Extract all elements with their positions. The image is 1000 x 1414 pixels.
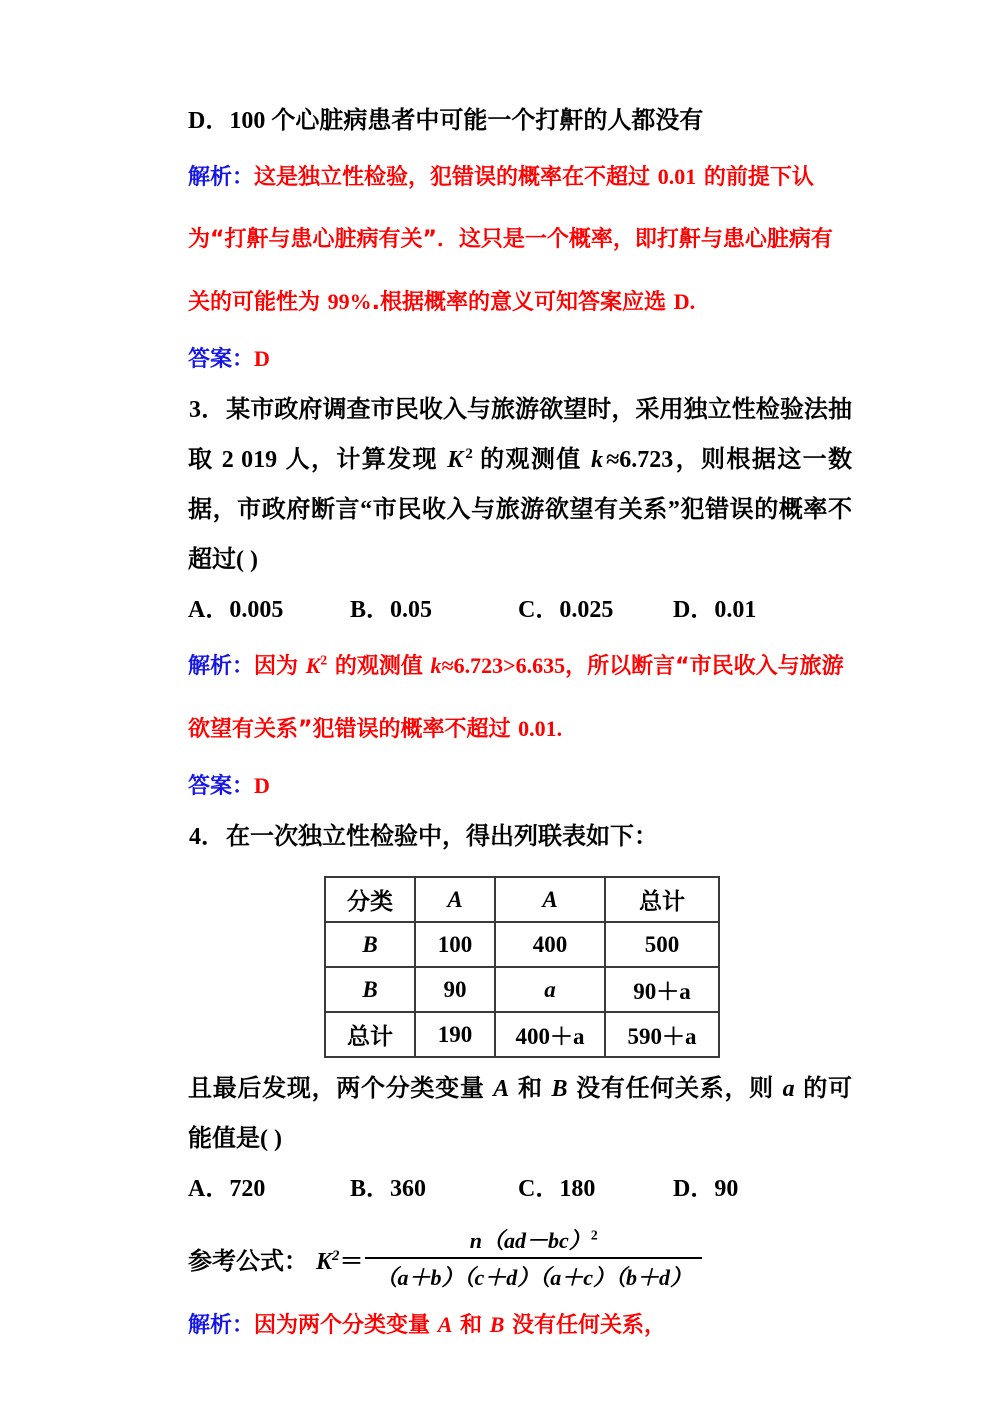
option-d-text: D．100 个心脏病患者中可能一个打鼾的人都没有	[188, 108, 704, 134]
explanation-label: 解析：	[188, 165, 255, 190]
question-4-stem	[152, 812, 852, 862]
explanation-number-3: D.	[673, 289, 696, 314]
table-header-total: 总计	[605, 877, 719, 922]
explanation-symbol-k: k	[430, 653, 442, 678]
table-cell: 400＋a	[495, 1012, 605, 1057]
question-3-explanation	[152, 635, 852, 761]
explanation-text-3: .根据概率的意义可知答案应选	[371, 290, 674, 315]
question-3	[152, 385, 852, 585]
contingency-table-wrapper	[152, 876, 852, 1058]
table-row	[325, 967, 719, 1012]
question-3-sample-size: 2 019	[221, 447, 278, 473]
table-header-row	[325, 877, 719, 922]
explanation-symbol-B: B	[489, 1312, 505, 1337]
formula-label: 参考公式：	[188, 1248, 308, 1275]
explanation-text-2: 和	[452, 1313, 490, 1338]
explanation-text-2: 的前提下认为“打鼾与患心脏病有关”．这只是一个概率，即打鼾与患心脏病有关的可能性为	[188, 165, 833, 315]
question-4-stem-text: 在一次独立性检验中，得出列联表如下：	[226, 824, 658, 850]
table-cell: 190	[415, 1012, 495, 1057]
table-row	[325, 1012, 719, 1057]
question-4-option-c[interactable]: C．180	[518, 1176, 596, 1202]
formula-lhs-superscript: 2	[332, 1247, 340, 1264]
table-cell: 90	[415, 967, 495, 1012]
table-row-label-b2: B	[325, 967, 415, 1012]
question-3-option-a[interactable]: A．0.005	[188, 597, 284, 623]
explanation-text-3: ，所以断言“市民收入与旅游欲望有关系”犯错误的概率不超过	[188, 654, 844, 742]
page-content	[152, 96, 852, 1351]
question-4-after-table-1: 且最后发现，两个分类变量	[188, 1076, 492, 1102]
reference-formula	[152, 1224, 852, 1292]
formula-denominator: （a＋b）（c＋d）（a＋c）（b＋d）	[375, 1265, 692, 1290]
formula-equals: ＝	[339, 1248, 364, 1275]
question-3-observed-value: ≈6.723	[606, 447, 674, 473]
table-cell: 590＋a	[605, 1012, 719, 1057]
question-4-after-table-4: 的可能值是( )	[188, 1076, 853, 1152]
question-3-part-2: 人，计算发现	[278, 447, 446, 473]
question-4-symbol-a: a	[782, 1076, 795, 1102]
table-row-label-total: 总计	[325, 1012, 415, 1057]
question-3-answer	[152, 761, 852, 812]
question-4-explanation	[152, 1300, 852, 1351]
question-2-explanation	[152, 146, 852, 334]
question-4-after-table-2: 和	[511, 1076, 550, 1102]
question-4-condition	[152, 1064, 852, 1164]
answer-value: D	[254, 346, 270, 371]
question-3-option-c[interactable]: C．0.025	[518, 597, 614, 623]
question-4-option-d[interactable]: D．90	[673, 1176, 739, 1202]
question-4-options	[152, 1164, 852, 1214]
explanation-symbol-K: K	[305, 653, 321, 678]
formula-numerator	[460, 1224, 608, 1257]
question-4-after-table-3: 没有任何关系，则	[569, 1076, 781, 1102]
table-row	[325, 922, 719, 967]
explanation-symbol-A: A	[437, 1312, 453, 1337]
question-3-superscript-2: 2	[465, 446, 473, 462]
table-header-category: 分类	[325, 877, 415, 922]
explanation-number-2: 99%	[327, 289, 372, 314]
explanation-label: 解析：	[188, 654, 255, 679]
question-3-symbol-K: K	[447, 447, 464, 473]
question-3-part-1: 某市政府调查市民收入与旅游欲望时，采用独立性检验法抽取	[188, 397, 853, 473]
question-4-symbol-A: A	[493, 1076, 510, 1102]
question-3-part-3: 的观测值	[472, 447, 590, 473]
explanation-number-1: 0.01	[657, 164, 697, 189]
question-3-number: 3．	[189, 397, 226, 423]
explanation-text-1: 因为	[254, 654, 306, 679]
question-3-option-d[interactable]: D．0.01	[673, 597, 757, 623]
table-cell: 90＋a	[605, 967, 719, 1012]
explanation-superscript-2: 2	[320, 652, 328, 668]
explanation-text-3: 没有任何关系，	[504, 1313, 667, 1338]
table-cell: 100	[415, 922, 495, 967]
question-4-option-a[interactable]: A．720	[188, 1176, 266, 1202]
formula-numerator-text: n（ad－bc）	[469, 1228, 591, 1253]
question-3-option-b[interactable]: B．0.05	[350, 597, 433, 623]
table-row-label-b1: B	[325, 922, 415, 967]
question-4-number: 4．	[189, 824, 225, 850]
answer-label: 答案：	[188, 347, 255, 372]
table-cell: 500	[605, 922, 719, 967]
question-3-symbol-k: k	[591, 447, 604, 473]
formula-lhs	[308, 1241, 363, 1276]
explanation-text-2: 的观测值	[327, 654, 431, 679]
explanation-label: 解析：	[188, 1313, 255, 1338]
table-cell: a	[495, 967, 605, 1012]
table-header-a1: A	[415, 877, 495, 922]
question-3-options	[152, 585, 852, 635]
question-2-answer	[152, 334, 852, 385]
contingency-table	[324, 876, 720, 1058]
table-header-a2: A	[495, 877, 605, 922]
formula-lhs-symbol: K	[316, 1248, 333, 1275]
question-4-symbol-B: B	[551, 1076, 568, 1102]
formula-numerator-superscript: 2	[590, 1227, 598, 1243]
question-2-option-d	[152, 96, 852, 146]
question-4-option-b[interactable]: B．360	[350, 1176, 427, 1202]
explanation-text-1: 这是独立性检验，犯错误的概率在不超过	[254, 165, 658, 190]
table-cell: 400	[495, 922, 605, 967]
formula-fraction	[365, 1224, 702, 1292]
explanation-probability: 0.01.	[518, 716, 563, 741]
answer-value: D	[254, 773, 270, 798]
explanation-comparison: ≈6.723>6.635	[441, 653, 566, 678]
question-3-part-4: ，则根据这一数据，市政府断言“市民收入与旅游欲望有关系”犯错误的概率不超过( )	[188, 447, 852, 573]
answer-label: 答案：	[188, 774, 255, 799]
explanation-text-1: 因为两个分类变量	[254, 1313, 438, 1338]
